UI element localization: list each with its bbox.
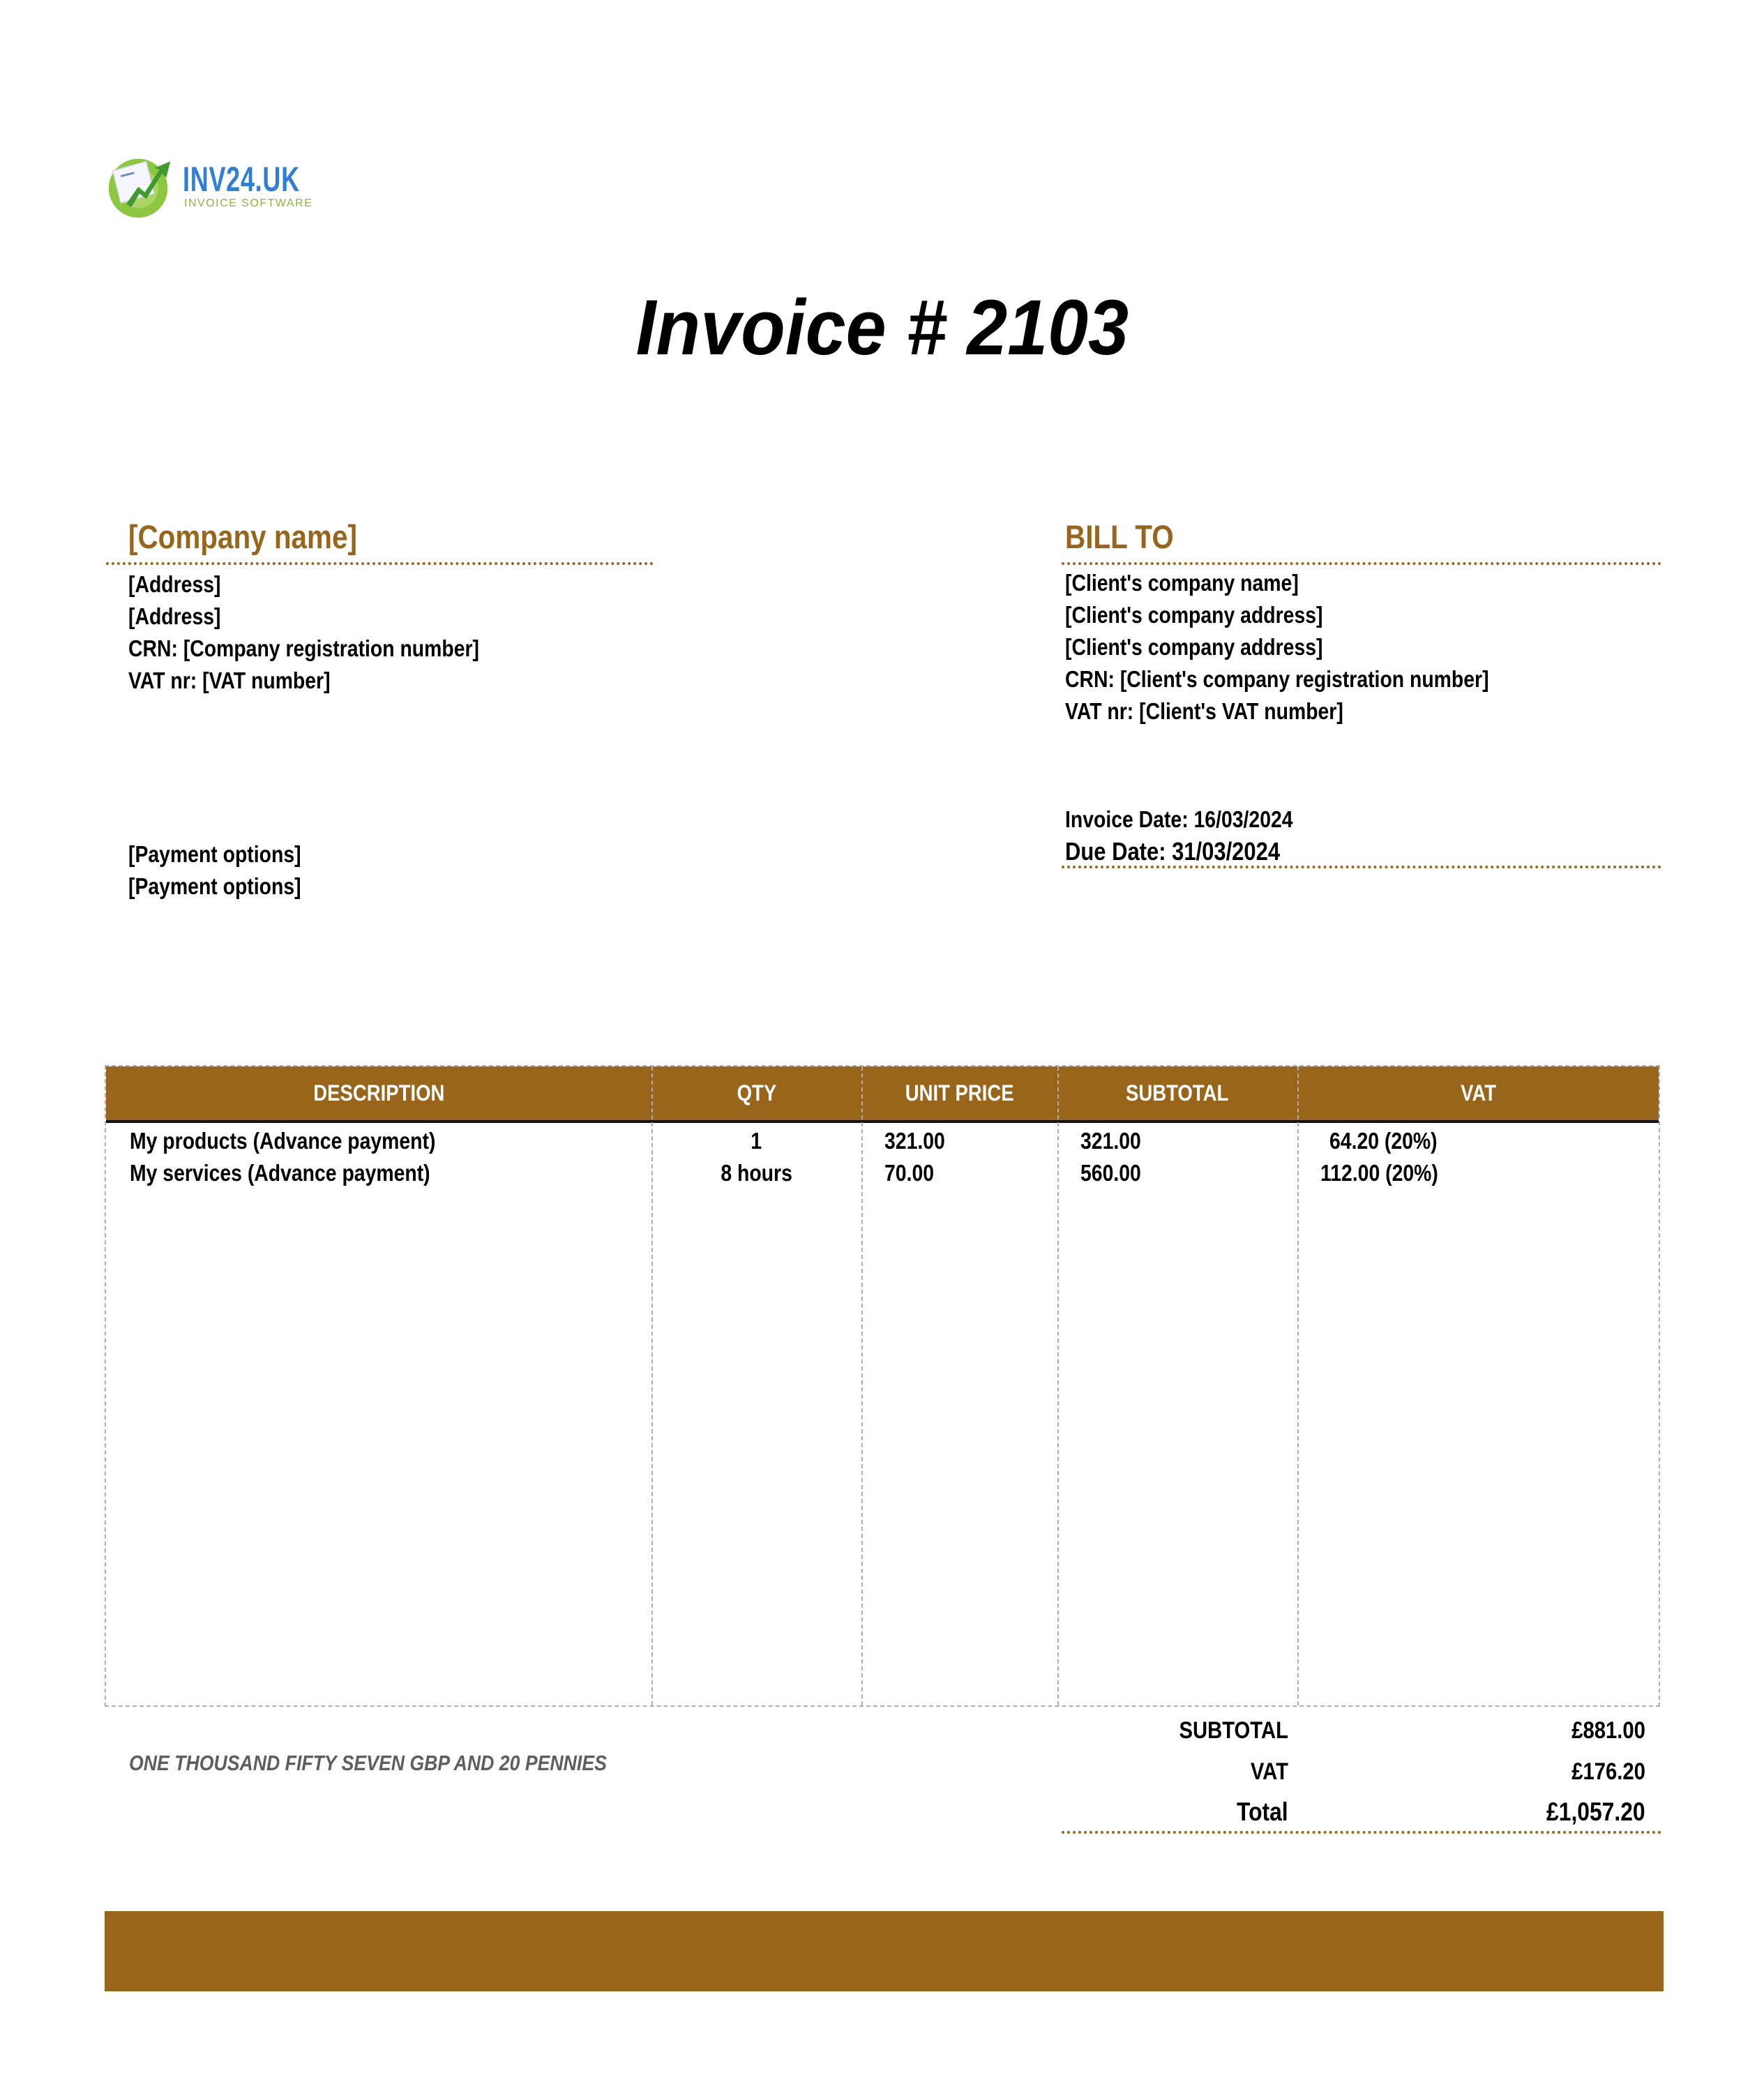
subtotal-label: SUBTOTAL <box>1179 1717 1288 1744</box>
payment-options <box>128 838 329 903</box>
invoice-dates <box>1065 804 1330 868</box>
amount-in-words-text: ONE THOUSAND FIFTY SEVEN GBP AND 20 PENNIES <box>129 1751 607 1775</box>
header-vat: VAT <box>1461 1080 1497 1106</box>
bill-to-heading <box>1065 518 1191 556</box>
totals-divider <box>1062 1831 1661 1834</box>
seller-details <box>128 568 536 697</box>
row-subtotal: 560.00 <box>1080 1160 1141 1186</box>
logo-brand-text: INV24.UK <box>183 160 300 199</box>
amount-in-words <box>129 1751 684 1776</box>
row-unit-price: 70.00 <box>884 1160 935 1186</box>
logo-tagline: INVOICE SOFTWARE <box>184 197 313 209</box>
row-vat: 64.20 (20%) <box>1329 1128 1438 1154</box>
row-description: My services (Advance payment) <box>130 1160 430 1186</box>
client-crn: CRN: [Client's company registration number] <box>1065 666 1489 692</box>
row-qty: 1 <box>751 1128 762 1154</box>
grand-total-value: £1,057.20 <box>1546 1797 1645 1826</box>
invoice-title-text: Invoice # 2103 <box>635 284 1129 371</box>
client-vat-number: VAT nr: [Client's VAT number] <box>1065 698 1343 724</box>
seller-company-name-text: [Company name] <box>128 518 357 555</box>
column-divider <box>1057 1066 1059 1705</box>
bill-to-divider <box>1062 562 1661 565</box>
row-vat: 112.00 (20%) <box>1320 1160 1438 1186</box>
dates-divider <box>1062 866 1661 868</box>
seller-address-2: [Address] <box>128 603 221 629</box>
invoice-title <box>0 282 1764 372</box>
grand-total-label: Total <box>1237 1797 1288 1826</box>
client-address-1: [Client's company address] <box>1065 602 1323 628</box>
company-logo <box>106 148 315 218</box>
seller-vat-number: VAT nr: [VAT number] <box>128 668 331 693</box>
bill-to-heading-text: BILL TO <box>1065 518 1174 555</box>
header-description: DESCRIPTION <box>312 1080 445 1106</box>
seller-crn: CRN: [Company registration number] <box>128 635 479 661</box>
due-date: Due Date: 31/03/2024 <box>1065 837 1281 866</box>
subtotal-value: £881.00 <box>1571 1717 1645 1744</box>
header-qty: QTY <box>737 1080 776 1106</box>
line-items-table <box>105 1065 1660 1707</box>
row-qty: 8 hours <box>721 1160 792 1186</box>
seller-address-1: [Address] <box>128 571 221 597</box>
header-subtotal: SUBTOTAL <box>1126 1080 1229 1106</box>
row-unit-price: 321.00 <box>884 1128 945 1154</box>
vat-total-value: £176.20 <box>1571 1758 1645 1785</box>
client-details <box>1065 567 1558 727</box>
payment-option-2: [Payment options] <box>128 873 301 899</box>
row-description: My products (Advance payment) <box>130 1128 436 1154</box>
client-address-2: [Client's company address] <box>1065 634 1323 660</box>
seller-company-name <box>128 518 394 556</box>
header-unit-price: UNIT PRICE <box>905 1080 1014 1106</box>
seller-divider <box>106 562 654 565</box>
payment-option-1: [Payment options] <box>128 841 301 867</box>
client-company-name: [Client's company name] <box>1065 570 1299 596</box>
row-subtotal: 321.00 <box>1080 1128 1141 1154</box>
invoice-growth-arrow-icon <box>106 152 173 219</box>
column-divider <box>861 1066 863 1705</box>
invoice-date: Invoice Date: 16/03/2024 <box>1065 806 1293 832</box>
column-divider <box>1297 1066 1299 1705</box>
vat-total-label: VAT <box>1250 1758 1288 1785</box>
footer-bar <box>105 1911 1664 1991</box>
